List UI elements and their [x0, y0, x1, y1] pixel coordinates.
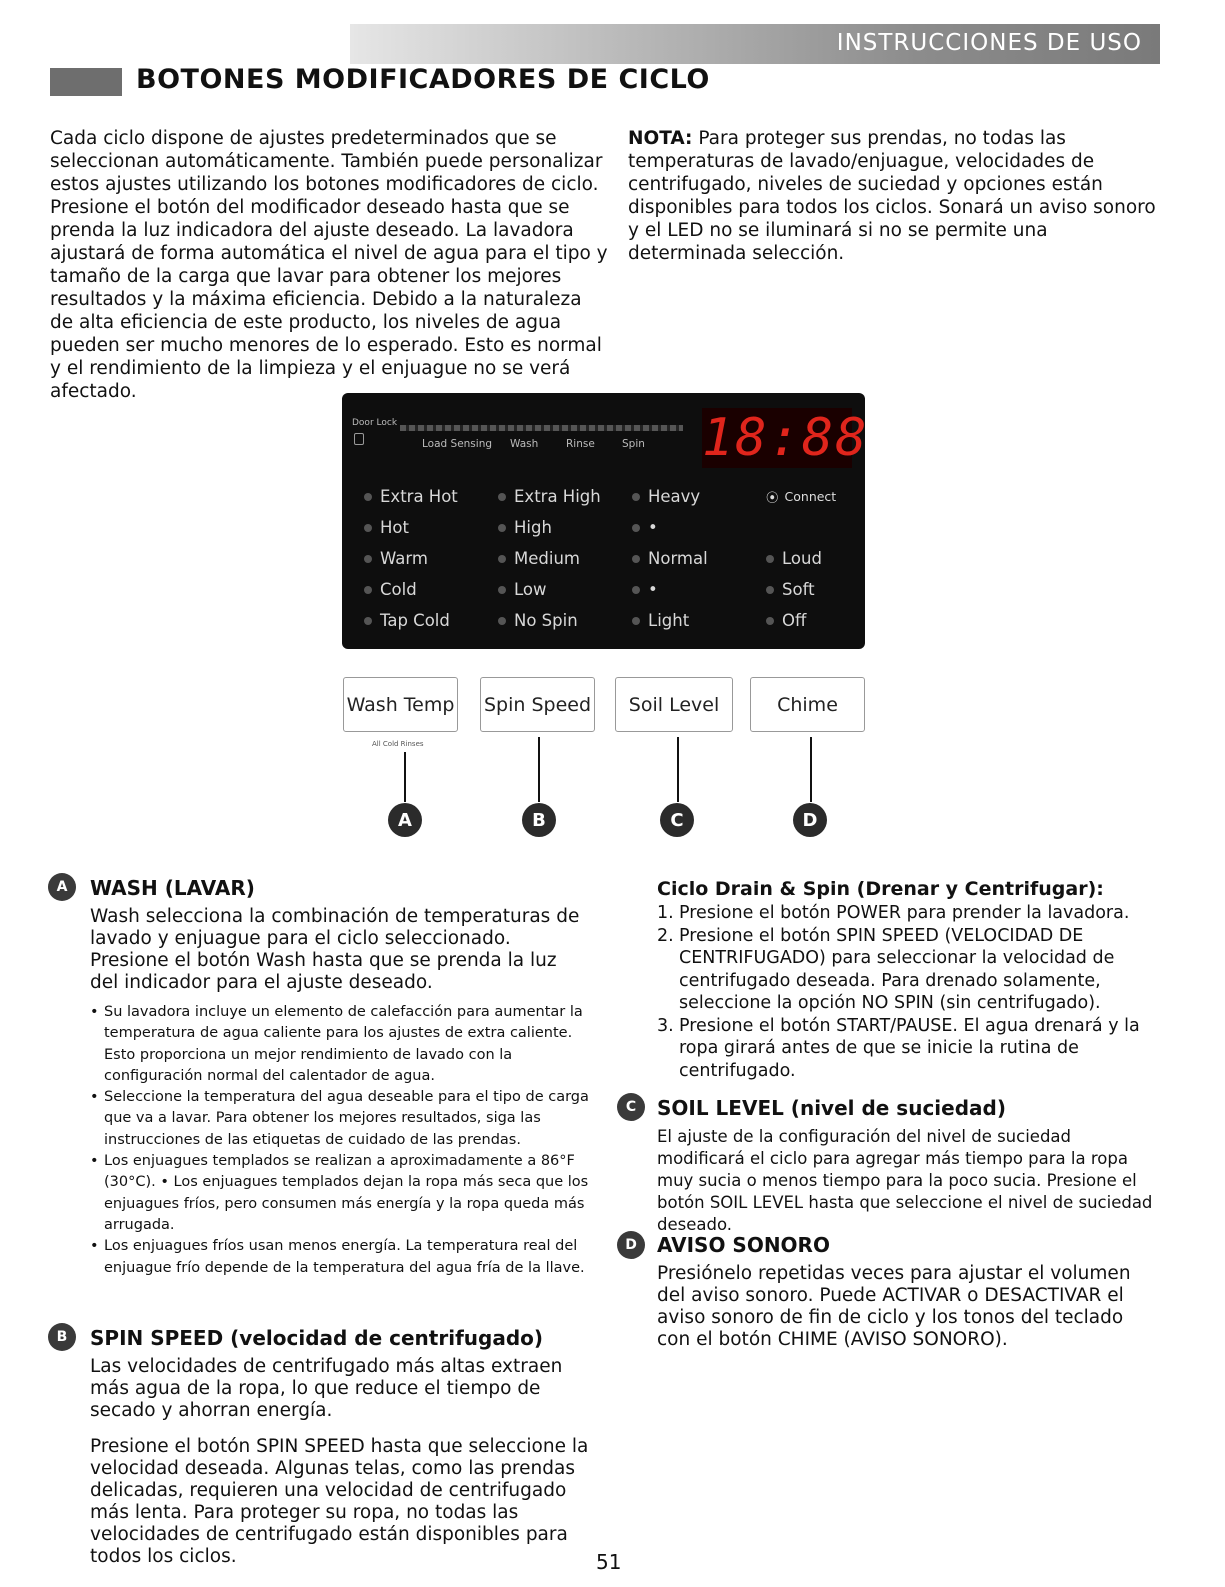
- led-icon: [498, 524, 506, 532]
- status-rinse: Rinse: [566, 438, 595, 450]
- all-cold-rinses-label: All Cold Rinses: [372, 740, 424, 748]
- spin-speed-button[interactable]: Spin Speed: [480, 677, 595, 732]
- intro-paragraph: Cada ciclo dispone de ajustes predeterminados que se seleccionan automáticamente. También puede personalizar estos ajustes utilizando los botones modificadores de ciclo. Presione el botón del modificador deseado hasta que se prenda la luz indicadora del ajuste deseado. La lavadora ajustará de forma automática el nivel de agua para el tipo y tamaño de la carga que lavar para obtener los mejores resultados y la máxima eficiencia. Debido a la naturaleza de alta eficiencia de este producto, los niveles de agua pueden ser mucho menores de lo esperado. Esto es normal y el rendimiento de la limpieza y el enjuague no se verá afectado.: [50, 128, 608, 402]
- wash-bullet-4: • Los enjuagues fríos usan menos energía. La temperatura real del enjuague frío depende de la temperatura del agua fría de la llave.: [90, 1236, 590, 1279]
- section-marker: [50, 68, 122, 96]
- spin-body-2: Presione el botón SPIN SPEED hasta que seleccione la velocidad deseada. Algunas telas, como las prendas delicadas, requieren una velocidad de centrifugado más lenta. Para proteger su ropa, no todas las velocidades de centrifugado están disponibles para todos los ciclos.: [90, 1436, 589, 1567]
- badge-a: A: [48, 873, 76, 901]
- badge-c: C: [617, 1093, 645, 1121]
- soil-body: El ajuste de la configuración del nivel de suciedad modificará el ciclo para agregar más tiempo para la ropa muy sucia o menos tiempo para la poco sucia. Presione el botón SOIL LEVEL hasta que seleccione el nivel de suciedad deseado.: [657, 1127, 1153, 1234]
- wash-title: WASH (LAVAR): [90, 876, 255, 900]
- drain-step-2: 2. Presione el botón SPIN SPEED (VELOCIDAD DE CENTRIFUGADO) para seleccionar la velocidad de centrifugado deseada. Para drenado solamente, seleccione la opción NO SPIN (sin centrifugado).: [657, 925, 1115, 1013]
- wash-bullet-2: • Seleccione la temperatura del agua deseable para el tipo de carga que va a lavar. Para obtener los mejores resultados, siga las instrucciones de las etiquetas de cuidado de las prendas.: [90, 1087, 590, 1151]
- chime-title: AVISO SONORO: [657, 1233, 830, 1257]
- note-paragraph: [628, 127, 1168, 265]
- header-title: INSTRUCCIONES DE USO: [836, 30, 1142, 56]
- soil-level-options: [632, 481, 708, 636]
- note-text: Para proteger sus prendas, no todas las temperaturas de lavado/enjuague, velocidades de centrifugado, niveles de suciedad y opciones están disponibles para todos los ciclos. Sonará un aviso sonoro y el LED no se iluminará si no se permite una determinada selección.: [628, 128, 1156, 264]
- wash-bullets: [90, 1002, 590, 1279]
- option-soil-4: •: [632, 574, 708, 605]
- option-off: Off: [766, 605, 836, 636]
- led-icon: [364, 493, 372, 501]
- chime-options: [766, 481, 836, 636]
- option-connect: ⦿ Connect: [766, 489, 837, 505]
- led-icon: [498, 555, 506, 563]
- led-icon: [364, 555, 372, 563]
- callout-line-d: [810, 737, 812, 802]
- page-number: 51: [596, 1550, 622, 1574]
- led-icon: [498, 586, 506, 594]
- option-low: Low: [498, 574, 601, 605]
- led-icon: [632, 586, 640, 594]
- led-icon: [632, 555, 640, 563]
- drain-steps: [657, 902, 1157, 1082]
- callout-line-b: [538, 737, 540, 802]
- led-icon: [364, 617, 372, 625]
- chime-button[interactable]: Chime: [750, 677, 865, 732]
- led-icon: [766, 555, 774, 563]
- spin-body-1: Las velocidades de centrifugado más altas extraen más agua de la ropa, lo que reduce el tiempo de secado y ahorran energía.: [90, 1356, 563, 1421]
- section-title: BOTONES MODIFICADORES DE CICLO: [136, 64, 710, 95]
- led-icon: [498, 493, 506, 501]
- drain-step-3: 3. Presione el botón START/PAUSE. El agua drenará y la ropa girará antes de que se inicie la rutina de centrifugado.: [657, 1015, 1140, 1081]
- wash-body: Wash selecciona la combinación de temperaturas de lavado y enjuague para el ciclo seleccionado. Presione el botón Wash hasta que se prenda la luz del indicador para el ajuste deseado.: [90, 906, 580, 993]
- led-icon: [766, 586, 774, 594]
- option-loud: Loud: [766, 543, 836, 574]
- option-blank: [766, 512, 836, 543]
- spin-title: SPIN SPEED (velocidad de centrifugado): [90, 1326, 544, 1350]
- wash-bullet-3: • Los enjuagues templados se realizan a aproximadamente a 86°F (30°C). • Los enjuagues templados dejan la ropa más seca que los enjuagues fríos, pero consumen más energía y la ropa queda más arrugada.: [90, 1151, 590, 1236]
- soil-level-button[interactable]: Soil Level: [615, 677, 733, 732]
- time-display: 18:88: [702, 408, 869, 468]
- led-icon: [632, 493, 640, 501]
- drain-title: Ciclo Drain & Spin (Drenar y Centrifugar):: [657, 878, 1104, 900]
- door-lock-label: Door Lock: [352, 418, 398, 428]
- option-heavy: Heavy: [632, 481, 708, 512]
- callout-a: A: [388, 803, 422, 837]
- led-icon: [632, 524, 640, 532]
- spin-speed-options: [498, 481, 601, 636]
- led-icon: [498, 617, 506, 625]
- option-light: Light: [632, 605, 708, 636]
- option-warm: Warm: [364, 543, 458, 574]
- option-extra-high: Extra High: [498, 481, 601, 512]
- note-label: NOTA:: [628, 128, 693, 149]
- option-soil-2: •: [632, 512, 708, 543]
- callout-d: D: [793, 803, 827, 837]
- led-icon: [364, 524, 372, 532]
- soil-title: SOIL LEVEL (nivel de suciedad): [657, 1096, 1006, 1120]
- badge-d: D: [617, 1231, 645, 1259]
- control-panel: [342, 393, 869, 649]
- status-load-sensing: Load Sensing: [422, 438, 493, 450]
- option-normal: Normal: [632, 543, 708, 574]
- wash-temp-button[interactable]: Wash Temp: [343, 677, 458, 732]
- led-icon: [364, 586, 372, 594]
- option-soft: Soft: [766, 574, 836, 605]
- wifi-icon: ⦿: [766, 489, 779, 505]
- led-icon: [632, 617, 640, 625]
- callout-line-a: [404, 752, 406, 802]
- option-extra-hot: Extra Hot: [364, 481, 458, 512]
- status-progress-bar: [400, 425, 683, 431]
- option-cold: Cold: [364, 574, 458, 605]
- drain-step-1: 1. Presione el botón POWER para prender la lavadora.: [657, 903, 1130, 923]
- option-medium: Medium: [498, 543, 601, 574]
- lock-icon: [354, 433, 364, 445]
- led-icon: [766, 617, 774, 625]
- option-high: High: [498, 512, 601, 543]
- callout-b: B: [522, 803, 556, 837]
- callout-c: C: [660, 803, 694, 837]
- badge-b: B: [48, 1323, 76, 1351]
- option-hot: Hot: [364, 512, 458, 543]
- option-no-spin: No Spin: [498, 605, 601, 636]
- header-bar: [350, 24, 1160, 64]
- wash-temp-options: [364, 481, 458, 636]
- wash-bullet-1: • Su lavadora incluye un elemento de calefacción para aumentar la temperatura de agua caliente para los ajustes de extra caliente. Esto proporciona un mejor rendimiento de lavado con la configuración normal del calentador de agua.: [90, 1002, 590, 1087]
- callout-line-c: [677, 737, 679, 802]
- status-spin: Spin: [622, 438, 645, 450]
- option-tap-cold: Tap Cold: [364, 605, 458, 636]
- chime-body: Presiónelo repetidas veces para ajustar el volumen del aviso sonoro. Puede ACTIVAR o DESACTIVAR el aviso sonoro de fin de ciclo y los tonos del teclado con el botón CHIME (AVISO SONORO).: [657, 1263, 1131, 1350]
- status-wash: Wash: [510, 438, 539, 450]
